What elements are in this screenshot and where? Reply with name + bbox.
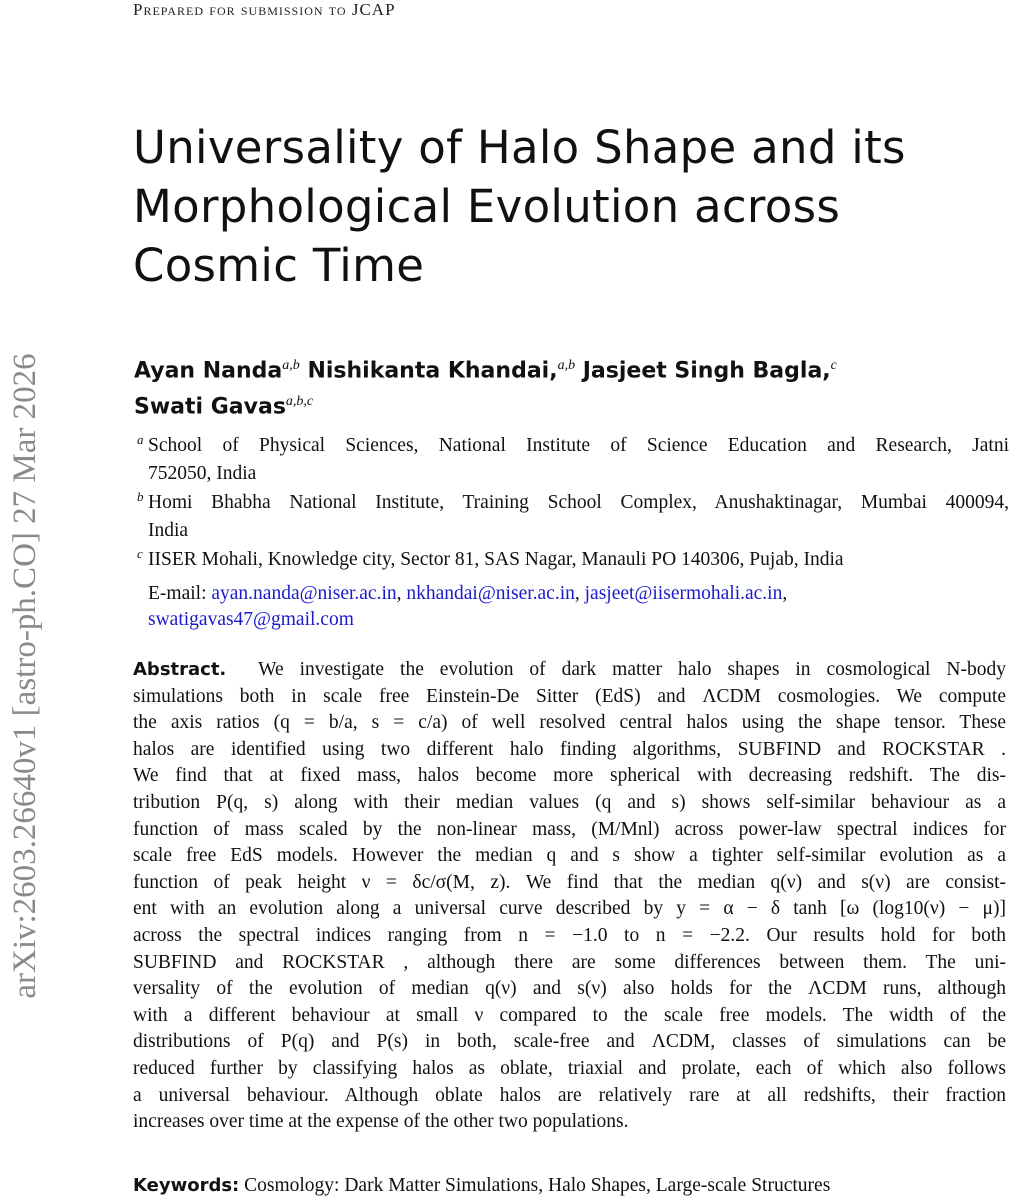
- author-affil-sup: a,b: [282, 358, 300, 373]
- abstract-line: SUBFIND and ROCKSTAR , although there are some differences between them. The uni-: [133, 951, 1006, 973]
- abstract-line: a universal behaviour. Although oblate halos are relatively rare at all redshifts, their fraction: [133, 1084, 1006, 1106]
- abstract-line: reduced further by classifying halos as oblate, triaxial and prolate, each of which also follows: [133, 1057, 1006, 1079]
- email-link[interactable]: ayan.nanda@niser.ac.in: [211, 583, 397, 604]
- journal-header: Prepared for submission to JCAP: [133, 0, 396, 19]
- author-name: Swati Gavas: [134, 394, 286, 420]
- author-name: Jasjeet Singh Bagla,: [582, 358, 831, 384]
- title-line: Universality of Halo Shape and its: [133, 121, 906, 174]
- affiliation-c: [137, 546, 1009, 574]
- keywords: [133, 1175, 830, 1197]
- affil-line: School of Physical Sciences, National Institute of Science Education and Research, Jatni: [148, 435, 1009, 456]
- abstract-line: function of peak height ν = δc/σ(M, z). We find that the median q(ν) and s(ν) are consist-: [133, 871, 1006, 893]
- affil-line: IISER Mohali, Knowledge city, Sector 81, SAS Nagar, Manauli PO 140306, Pujab, India: [148, 549, 844, 570]
- abstract-line: We investigate the evolution of dark matter halo shapes in cosmological N-body: [258, 659, 1006, 680]
- affiliation-b: [137, 489, 1009, 544]
- email-link[interactable]: nkhandai@niser.ac.in: [406, 583, 575, 604]
- author-list: [134, 350, 837, 423]
- email-link[interactable]: swatigavas47@gmail.com: [148, 609, 354, 630]
- affil-marker: c: [137, 546, 143, 561]
- abstract-line: with a different behaviour at small ν compared to the scale free models. The width of the: [133, 1004, 1006, 1026]
- email-label: E-mail:: [148, 583, 207, 604]
- affil-marker: a: [137, 432, 144, 447]
- title-line: Morphological Evolution across: [133, 180, 841, 233]
- affil-line: 752050, India: [148, 462, 257, 484]
- abstract-line: simulations both in scale free Einstein-De Sitter (EdS) and ΛCDM cosmologies. We compute: [133, 685, 1006, 707]
- abstract-line: scale free EdS models. However the median q and s show a tighter self-similar evolution as a: [133, 845, 1006, 867]
- affil-line: Homi Bhabha National Institute, Training School Complex, Anushaktinagar, Mumbai 400094,: [148, 492, 1009, 513]
- abstract-line: increases over time at the expense of the other two populations.: [133, 1111, 629, 1133]
- abstract-line: ent with an evolution along a universal curve described by y = α − δ tanh [ω (log10(ν) − μ)]: [133, 898, 1006, 920]
- author-affil-sup: a,b,c: [285, 394, 314, 410]
- keywords-label: Keywords:: [133, 1175, 240, 1196]
- abstract: [133, 657, 1006, 1136]
- abstract-line: We find that at fixed mass, halos become more spherical with decreasing redshift. The dis-: [133, 765, 1006, 787]
- abstract-line: the axis ratios (q = b/a, s = c/a) of well resolved central halos using the shape tensor. These: [133, 712, 1006, 734]
- abstract-line: halos are identified using two different halo finding algorithms, SUBFIND and ROCKSTAR .: [133, 738, 1006, 760]
- email-link[interactable]: jasjeet@iisermohali.ac.in: [584, 583, 783, 604]
- abstract-line: versality of the evolution of median q(ν) and s(ν) also holds for the ΛCDM runs, although: [133, 978, 1006, 1000]
- title-line: Cosmic Time: [133, 239, 425, 292]
- affiliations: [137, 432, 1009, 576]
- affiliation-a: [137, 432, 1009, 487]
- abstract-line: distributions of P(q) and P(s) in both, scale-free and ΛCDM, classes of simulations can be: [133, 1031, 1006, 1053]
- author-affil-sup: c: [830, 358, 837, 373]
- arxiv-stamp: arXiv:2603.26640v1 [astro-ph.CO] 27 Mar 2026: [7, 353, 43, 999]
- abstract-line: function of mass scaled by the non-linear mass, (M/Mnl) across power-law spectral indices for: [133, 818, 1006, 840]
- author-affil-sup: a,b: [557, 358, 576, 373]
- abstract-line: across the spectral indices ranging from n = −1.0 to n = −2.2. Our results hold for both: [133, 924, 1006, 946]
- abstract-label: Abstract.: [133, 659, 227, 680]
- email-block: E-mail: ayan.nanda@niser.ac.in, nkhandai@niser.ac.in, jasjeet@iisermohali.ac.in, swatigavas47@gmail.com: [148, 583, 788, 630]
- abstract-line: tribution P(q, s) along with their median values (q and s) shows self-similar behaviour as a: [133, 791, 1006, 813]
- paper-title: [133, 118, 1013, 295]
- author-name: Nishikanta Khandai,: [307, 358, 558, 384]
- keywords-text: Cosmology: Dark Matter Simulations, Halo Shapes, Large-scale Structures: [244, 1175, 831, 1196]
- affil-line: India: [148, 519, 189, 541]
- affil-marker: b: [137, 489, 144, 504]
- author-name: Ayan Nanda: [134, 358, 283, 384]
